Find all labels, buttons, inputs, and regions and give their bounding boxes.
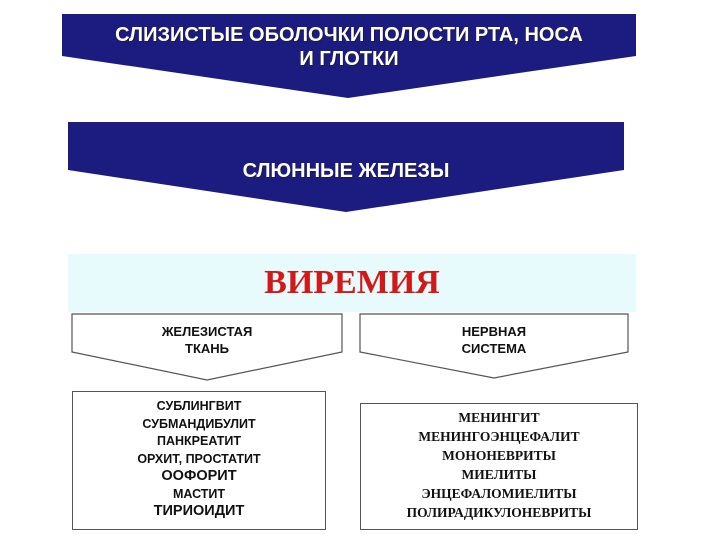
list-item: МИЕЛИТЫ [461,467,537,482]
list-item: ЭНЦЕФАЛОМИЕЛИТЫ [421,486,577,501]
list-item: СУБЛИНГВИТ [156,399,242,413]
right-box-list [361,408,637,522]
list-item: ТИРИОИДИТ [153,503,245,519]
list-item: МЕНИНГИТ [458,410,540,425]
right-arrow-line1: НЕРВНАЯ [461,324,527,339]
right-arrow-label [360,320,628,360]
list-item: ПАНКРЕАТИТ [156,434,241,448]
list-item: ООФОРИТ [161,468,237,484]
right-box [360,403,638,530]
list-item: МЕНИНГОЭНЦЕФАЛИТ [418,429,580,444]
right-arrow-line2: СИСТЕМА [461,341,527,356]
viremia-label: ВИРЕМИЯ [264,264,440,301]
list-item: ОРХИТ, ПРОСТАТИТ [137,451,261,466]
top-arrow-line1: СЛИЗИСТЫЕ ОБОЛОЧКИ ПОЛОСТИ РТА, НОСА [115,24,583,46]
list-item: СУБМАНДИБУЛИТ [142,416,256,431]
list-item: МОНОНЕВРИТЫ [442,448,556,463]
left-box-list [73,398,325,521]
left-box [72,391,326,530]
list-item: ПОЛИРАДИКУЛОНЕВРИТЫ [406,505,592,520]
middle-arrow-label: СЛЮННЫЕ ЖЕЛЕЗЫ [242,159,450,182]
list-item: МАСТИТ [172,486,226,501]
left-arrow-line1: ЖЕЛЕЗИСТАЯ [161,324,253,339]
left-arrow-line2: ТКАНЬ [185,341,229,356]
top-arrow-line2: И ГЛОТКИ [299,48,399,70]
